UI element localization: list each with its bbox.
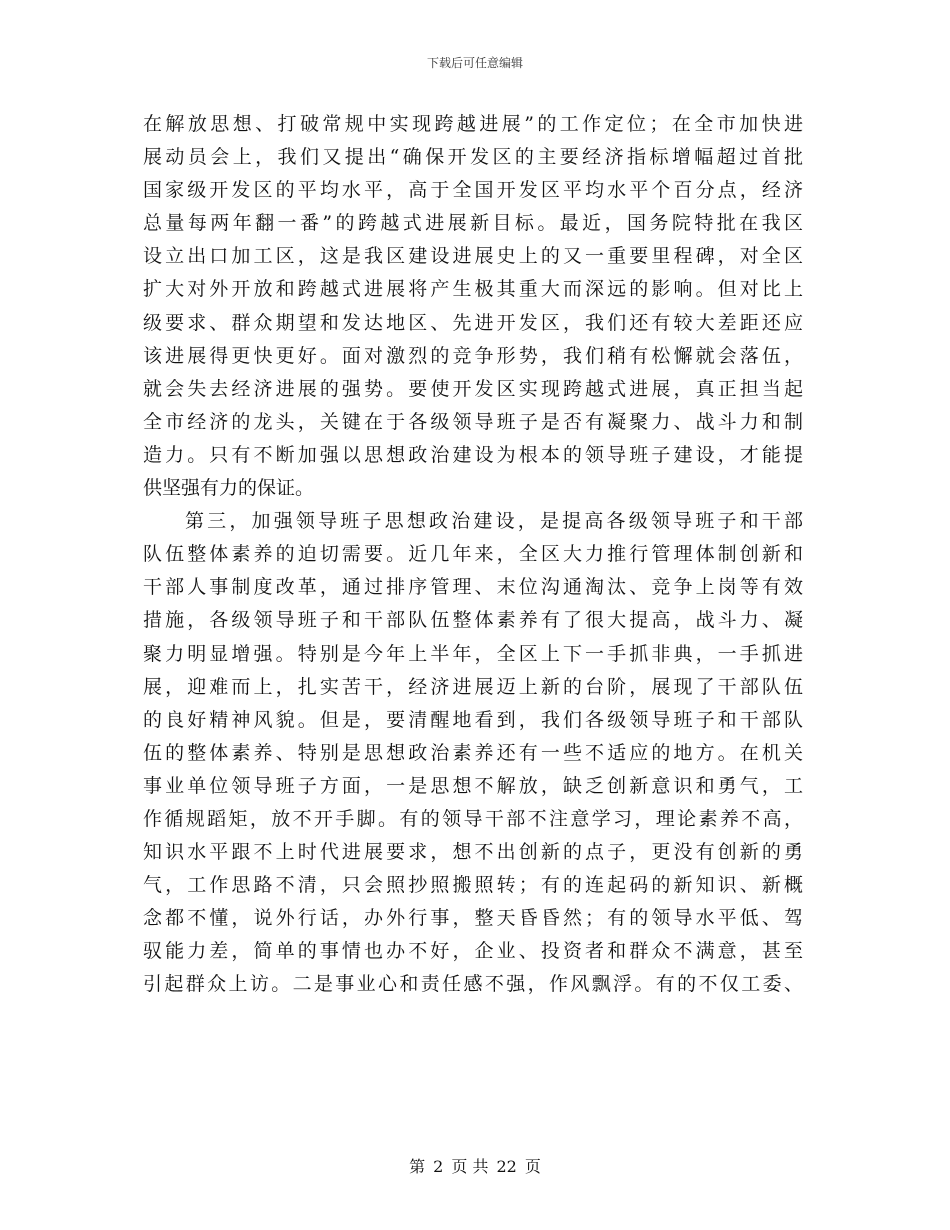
text-line: 队伍整体素养的迫切需要。近几年来，全区大力推行管理体制创新和 bbox=[143, 543, 803, 566]
text-line: 全市经济的龙头，关键在于各级领导班子是否有凝聚力、战斗力和制 bbox=[143, 410, 803, 433]
page-footer bbox=[0, 1154, 950, 1177]
text-line: 伍的整体素养、特别是思想政治素养还有一些不适应的地方。在机关 bbox=[143, 741, 803, 764]
text-line: 措施，各级领导班子和干部队伍整体素养有了很大提高，战斗力、凝 bbox=[143, 609, 803, 632]
text-line: 扩大对外开放和跨越式进展将产生极其重大而深远的影响。但对比上 bbox=[143, 278, 803, 301]
text-line: 气，工作思路不清，只会照抄照搬照转；有的连起码的新知识、新概 bbox=[143, 874, 803, 897]
text-line: 设立出口加工区，这是我区建设进展史上的又一重要里程碑，对全区 bbox=[143, 245, 803, 268]
text-line: 造力。只有不断加强以思想政治建设为根本的领导班子建设，才能提 bbox=[143, 443, 803, 466]
text-line: 级要求、群众期望和发达地区、先进开发区，我们还有较大差距还应 bbox=[143, 311, 803, 334]
text-line: 干部人事制度改革，通过排序管理、末位沟通淘汰、竞争上岗等有效 bbox=[143, 576, 803, 599]
text-line: 总量每两年翻一番”的跨越式进展新目标。最近，国务院特批在我区 bbox=[143, 212, 803, 235]
document-body bbox=[143, 108, 803, 1002]
text-line: 事业单位领导班子方面，一是思想不解放，缺乏创新意识和勇气，工 bbox=[143, 774, 803, 797]
text-line: 作循规蹈矩，放不开手脚。有的领导干部不注意学习，理论素养不高， bbox=[143, 807, 803, 830]
page-mid: 页 共 bbox=[451, 1157, 489, 1176]
total-pages-number: 22 bbox=[496, 1157, 517, 1176]
page-prefix: 第 bbox=[409, 1157, 426, 1176]
text-line: 该进展得更快更好。面对激烈的竞争形势，我们稍有松懈就会落伍， bbox=[143, 344, 803, 367]
text-line: 引起群众上访。二是事业心和责任感不强，作风飘浮。有的不仅工委、 bbox=[143, 973, 803, 996]
text-line: 供坚强有力的保证。 bbox=[143, 477, 315, 500]
text-line: 在解放思想、打破常规中实现跨越进展”的工作定位；在全市加快进 bbox=[143, 113, 803, 135]
text-line: 就会失去经济进展的强势。要使开发区实现跨越式进展，真正担当起 bbox=[143, 377, 803, 400]
page-header: 下载后可任意编辑 bbox=[426, 56, 523, 70]
text-line: 聚力明显增强。特别是今年上半年，全区上下一手抓非典，一手抓进 bbox=[143, 642, 803, 665]
text-line: 展动员会上，我们又提出“确保开发区的主要经济指标增幅超过首批 bbox=[143, 146, 803, 169]
text-line: 驭能力差，简单的事情也办不好，企业、投资者和群众不满意，甚至 bbox=[143, 940, 803, 963]
text-line: 念都不懂，说外行话，办外行事，整天昏昏然；有的领导水平低、驾 bbox=[143, 907, 803, 930]
text-line: 展，迎难而上，扎实苦干，经济进展迈上新的台阶，展现了干部队伍 bbox=[143, 675, 803, 698]
text-line: 的良好精神风貌。但是，要清醒地看到，我们各级领导班子和干部队 bbox=[143, 708, 803, 731]
text-line: 知识水平跟不上时代进展要求，想不出创新的点子，更没有创新的勇 bbox=[143, 841, 803, 864]
text-line: 第三，加强领导班子思想政治建设，是提高各级领导班子和干部 bbox=[185, 510, 803, 533]
current-page-number: 2 bbox=[433, 1157, 444, 1176]
page-suffix: 页 bbox=[524, 1157, 541, 1176]
text-line: 国家级开发区的平均水平，高于全国开发区平均水平个百分点，经济 bbox=[143, 179, 803, 202]
